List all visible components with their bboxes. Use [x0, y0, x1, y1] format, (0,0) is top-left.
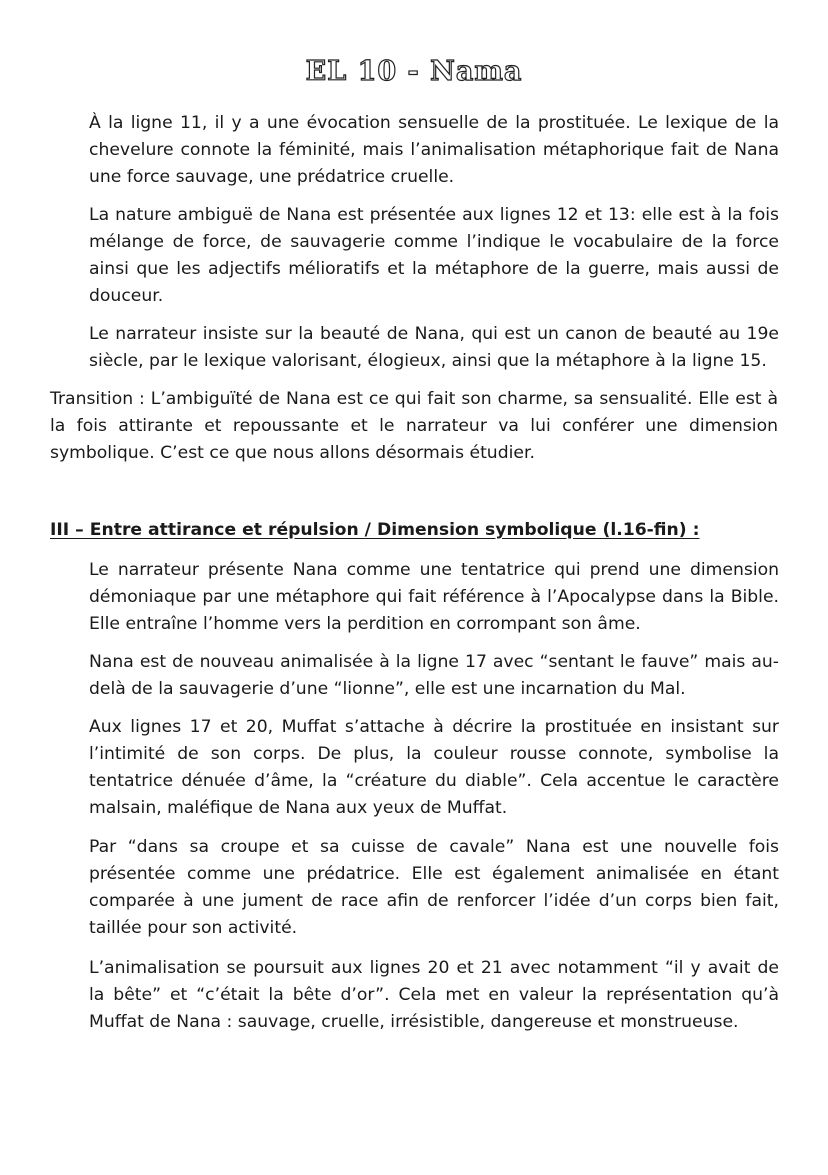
paragraph-lines-12-13: La nature ambiguë de Nana est présentée aux lignes 12 et 13: elle est à la fois mélange de force, de sauvagerie comme l’indique le vocabulaire de la force ainsi que les adjectifs mélioratifs et la métaphore de la guerre, mais aussi de douceur. [89, 205, 779, 306]
section-3-heading: III – Entre attirance et répulsion / Dimension symbolique (l.16-fin) : [50, 520, 700, 540]
transition-paragraph: Transition : L’ambiguïté de Nana est ce qui fait son charme, sa sensualité. Elle est à la fois attirante et repoussante et le narrateur va lui conférer une dimension symbolique. C’est ce que nous allons désormais étudier. [50, 389, 778, 463]
page-title: EL 10 - Nama [305, 56, 523, 87]
paragraph-cavale: Par “dans sa croupe et sa cuisse de cavale” Nana est une nouvelle fois présentée comme une prédatrice. Elle est également animalisée en étant comparée à une jument de race afin de renforcer l’idée d’un corps bien fait, taillée pour son activité. [89, 837, 779, 938]
paragraph-apocalypse: Le narrateur présente Nana comme une tentatrice qui prend une dimension démoniaque par une métaphore qui fait référence à l’Apocalypse dans la Bible. Elle entraîne l’homme vers la perdition en corrompant son âme. [89, 560, 779, 634]
paragraph-line-17: Nana est de nouveau animalisée à la ligne 17 avec “sentant le fauve” mais au-delà de la sauvagerie d’une “lionne”, elle est une incarnation du Mal. [89, 652, 779, 699]
paragraph-line-15: Le narrateur insiste sur la beauté de Nana, qui est un canon de beauté au 19e siècle, par le lexique valorisant, élogieux, ainsi que la métaphore à la ligne 15. [89, 324, 779, 371]
paragraph-lines-17-20: Aux lignes 17 et 20, Muffat s’attache à décrire la prostituée en insistant sur l’intimité de son corps. De plus, la couleur rousse connote, symbolise la tentatrice dénuée d’âme, la “créature du diable”. Cela accentue le caractère malsain, maléfique de Nana aux yeux de Muffat. [89, 717, 779, 818]
paragraph-line-11: À la ligne 11, il y a une évocation sensuelle de la prostituée. Le lexique de la chevelure connote la féminité, mais l’animalisation métaphorique fait de Nana une force sauvage, une prédatrice cruelle. [89, 113, 779, 187]
paragraph-lines-20-21: L’animalisation se poursuit aux lignes 20 et 21 avec notamment “il y avait de la bête” et “c’était la bête d’or”. Cela met en valeur la représentation qu’à Muffat de Nana : sauvage, cruelle, irrésistible, dangereuse et monstrueuse. [89, 958, 779, 1032]
